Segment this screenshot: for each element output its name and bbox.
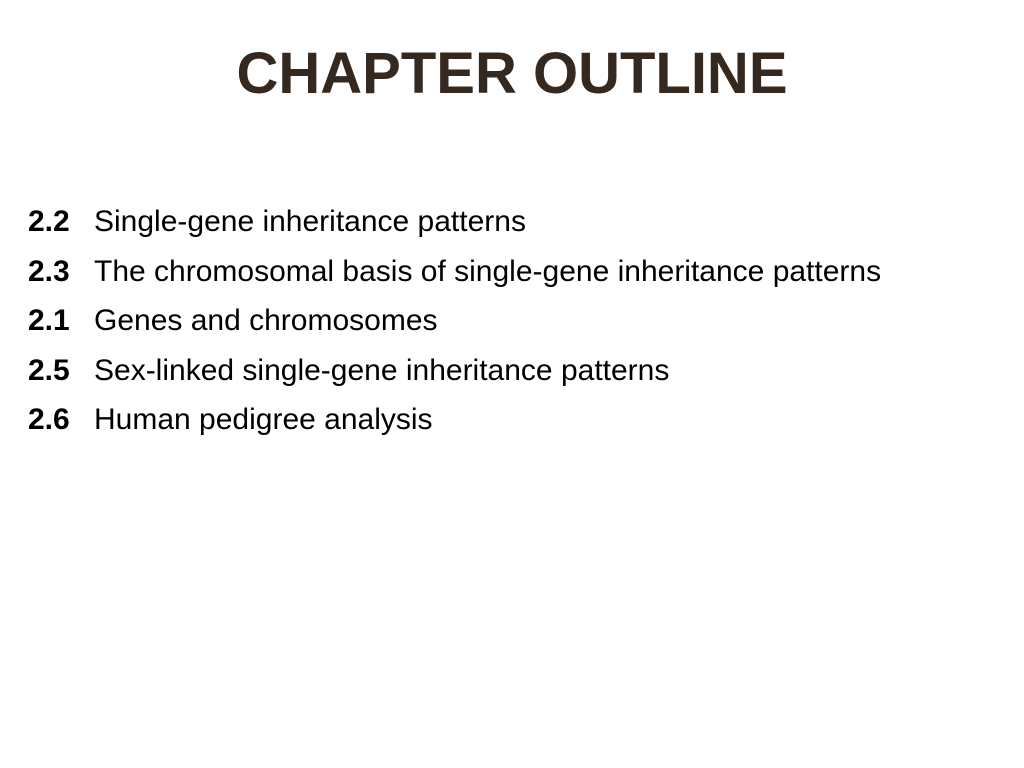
- outline-item: [28, 395, 1008, 445]
- outline-item-text: Sex-linked single-gene inheritance patterns: [94, 353, 670, 387]
- outline-item-text: Human pedigree analysis: [94, 403, 433, 436]
- outline-item: [28, 296, 1008, 346]
- outline-item-text: Single-gene inheritance patterns: [94, 205, 526, 238]
- outline-item: [28, 247, 1008, 297]
- outline-item-number: 2.2: [28, 205, 70, 238]
- chapter-outline-list: [28, 197, 1008, 445]
- outline-item-number: 2.1: [28, 304, 70, 337]
- slide-title: CHAPTER OUTLINE: [236, 41, 788, 106]
- outline-item: [28, 197, 1008, 247]
- outline-item-text: The chromosomal basis of single-gene inheritance patterns: [94, 254, 882, 288]
- outline-item-text: Genes and chromosomes: [94, 304, 438, 337]
- outline-item-number: 2.5: [28, 353, 70, 387]
- outline-item-number: 2.3: [28, 254, 70, 288]
- outline-item-number: 2.6: [28, 403, 70, 436]
- outline-item: [28, 346, 1008, 396]
